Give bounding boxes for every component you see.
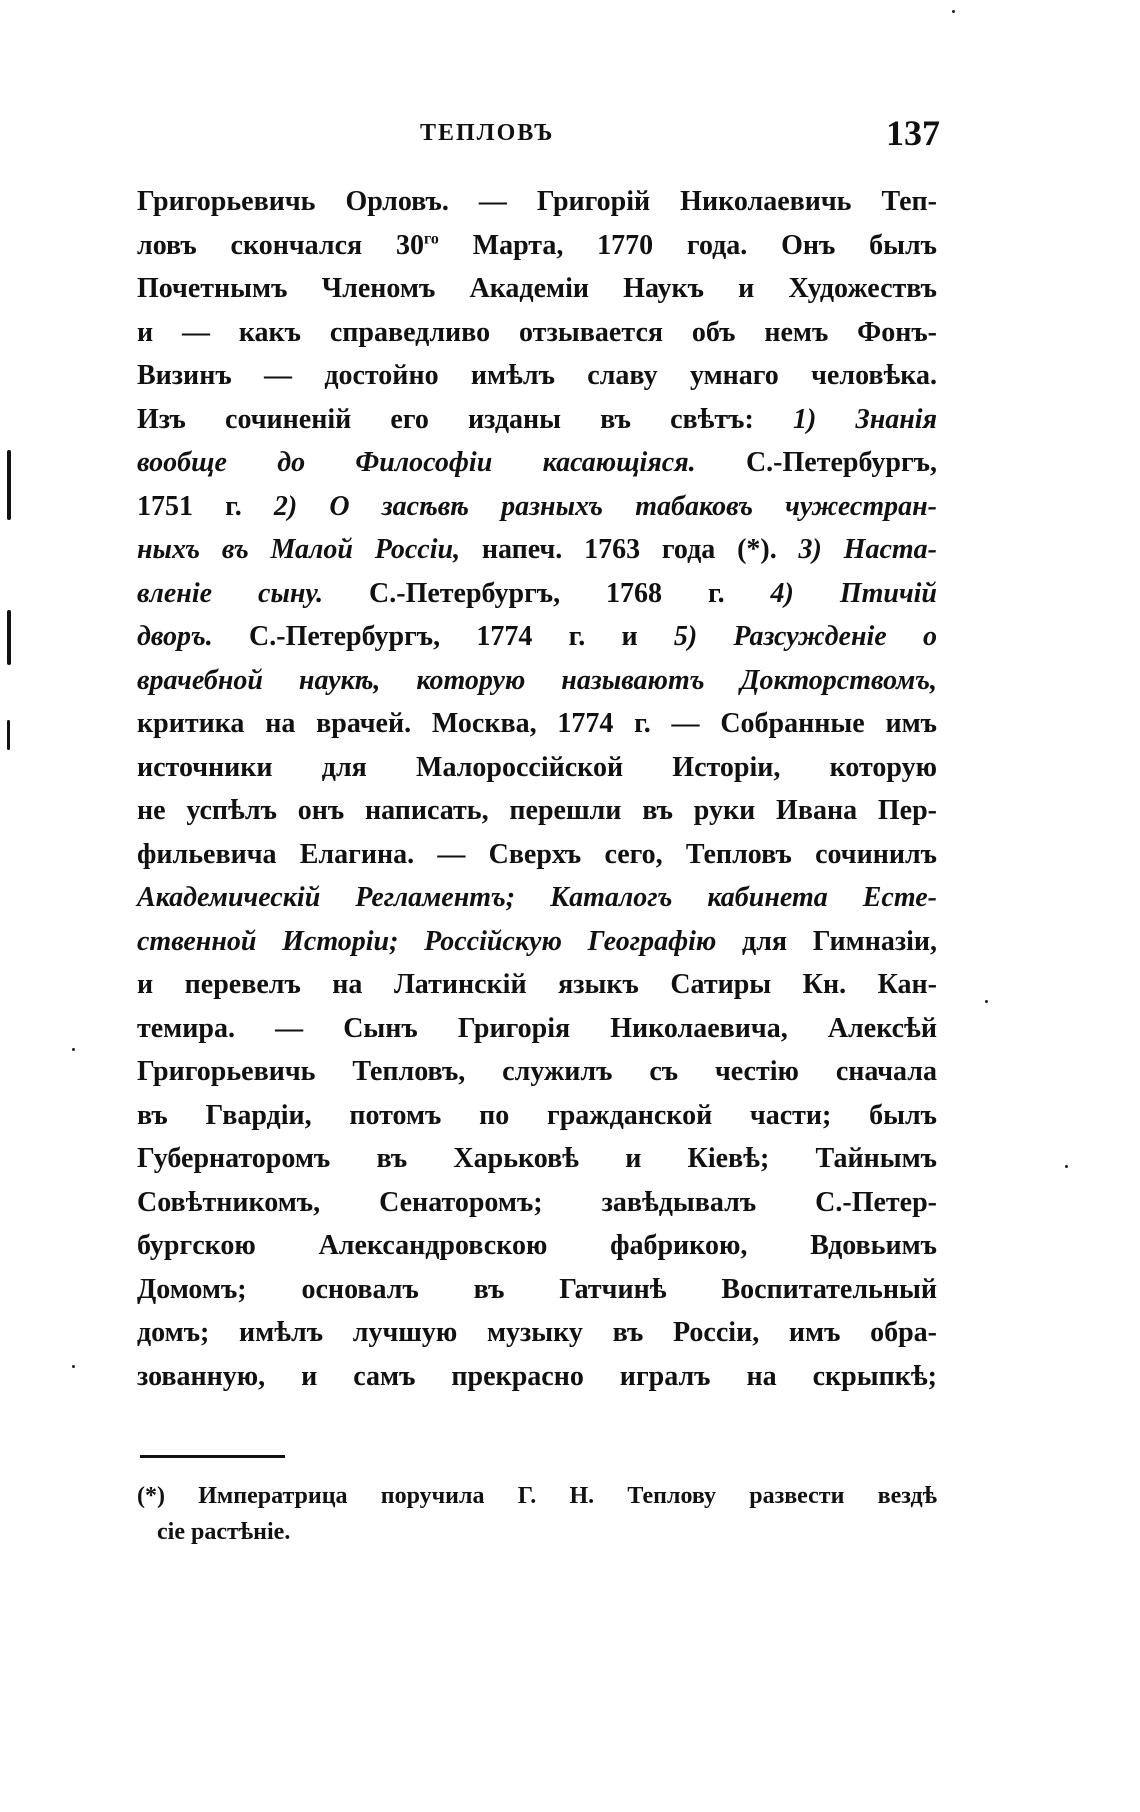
- text-line: Губернаторомъ въ Харьковѣ и Кіевѣ; Тайнымъ: [137, 1143, 937, 1174]
- text-line: Почетнымъ Членомъ Академіи Наукъ и Художествъ: [137, 273, 937, 304]
- text-line: Григорьевичь Орловъ. — Григорій Николаевичь Теп-: [137, 186, 937, 217]
- text-line: домъ; имѣлъ лучшую музыку въ Россіи, имъ обра-: [137, 1317, 937, 1348]
- text-line: Изъ сочиненій его изданы въ свѣтъ: 1) Знанія: [137, 403, 937, 435]
- text-line: Визинъ — достойно имѣлъ славу умнаго человѣка.: [137, 360, 937, 391]
- text-line: Григорьевичь Тепловъ, служилъ съ честію сначала: [137, 1056, 937, 1087]
- body-text: [137, 180, 937, 1398]
- page-number: 137: [886, 113, 940, 153]
- text-line: дворъ. С.-Петербургъ, 1774 г. и 5) Разсужденіе о: [137, 621, 937, 652]
- text-line: бургскою Александровскою фабрикою, Вдовьимъ: [137, 1230, 937, 1261]
- scan-speck: [952, 10, 955, 13]
- scan-edge-mark: [7, 720, 10, 750]
- text-line: фильевича Елагина. — Сверхъ сего, Тепловъ сочинилъ: [137, 838, 937, 870]
- footnote-line: (*) Императрица поручила Г. Н. Теплову развести вездѣ: [137, 1483, 937, 1509]
- text-line: ныхъ въ Малой Россіи, напеч. 1763 года (*). 3) Наста-: [137, 534, 937, 565]
- text-line: и перевелъ на Латинскій языкъ Сатиры Кн. Кан-: [137, 969, 937, 1000]
- scan-edge-mark: [7, 450, 11, 520]
- text-line: вленіе сыну. С.-Петербургъ, 1768 г. 4) Птичій: [137, 577, 938, 609]
- text-line: 1751 г. 2) О засѣвѣ разныхъ табаковъ чужестран-: [137, 490, 937, 522]
- footnote: [137, 1478, 937, 1550]
- running-title: ТЕПЛОВЪ: [420, 120, 555, 146]
- text-line: критика на врачей. Москва, 1774 г. — Собранные имъ: [137, 708, 937, 739]
- superscript: го: [423, 230, 439, 248]
- scan-speck: [72, 1365, 75, 1368]
- text-line: ственной Исторіи; Россійскую Географію для Гимназіи,: [137, 925, 937, 957]
- text-line: темира. — Сынъ Григорія Николаевича, Алексѣй: [137, 1012, 937, 1044]
- footnote-line: сіе растѣніе.: [157, 1519, 291, 1545]
- text-line: Академическій Регламентъ; Каталогъ кабинета Есте-: [137, 882, 937, 913]
- text-line: зованную, и самъ прекрасно игралъ на скрыпкѣ;: [137, 1360, 937, 1392]
- text-line: источники для Малороссійской Исторіи, которую: [137, 751, 937, 783]
- text-line: и — какъ справедливо отзывается объ немъ Фонъ-: [137, 316, 937, 348]
- scan-speck: [1065, 1165, 1068, 1168]
- text-line: Совѣтникомъ, Сенаторомъ; завѣдывалъ С.-Петер-: [137, 1186, 937, 1218]
- scan-edge-mark: [7, 610, 11, 665]
- text-line: ловъ скончался $30^{го}$ Марта, 1770 года. Онъ былъ: [137, 229, 938, 261]
- footnote-divider: [140, 1455, 285, 1458]
- scan-speck: [985, 1000, 988, 1003]
- text-line: въ Гвардіи, потомъ по гражданской части; былъ: [137, 1099, 937, 1131]
- text-line: вообще до Философіи касающіяся. С.-Петербургъ,: [137, 447, 937, 478]
- scan-speck: [72, 1048, 75, 1051]
- text-line: врачебной наукѣ, которую называютъ Докторствомъ,: [137, 664, 937, 696]
- text-line: Домомъ; основалъ въ Гатчинѣ Воспитательный: [137, 1273, 937, 1305]
- text-line: не успѣлъ онъ написать, перешли въ руки Ивана Пер-: [137, 795, 937, 826]
